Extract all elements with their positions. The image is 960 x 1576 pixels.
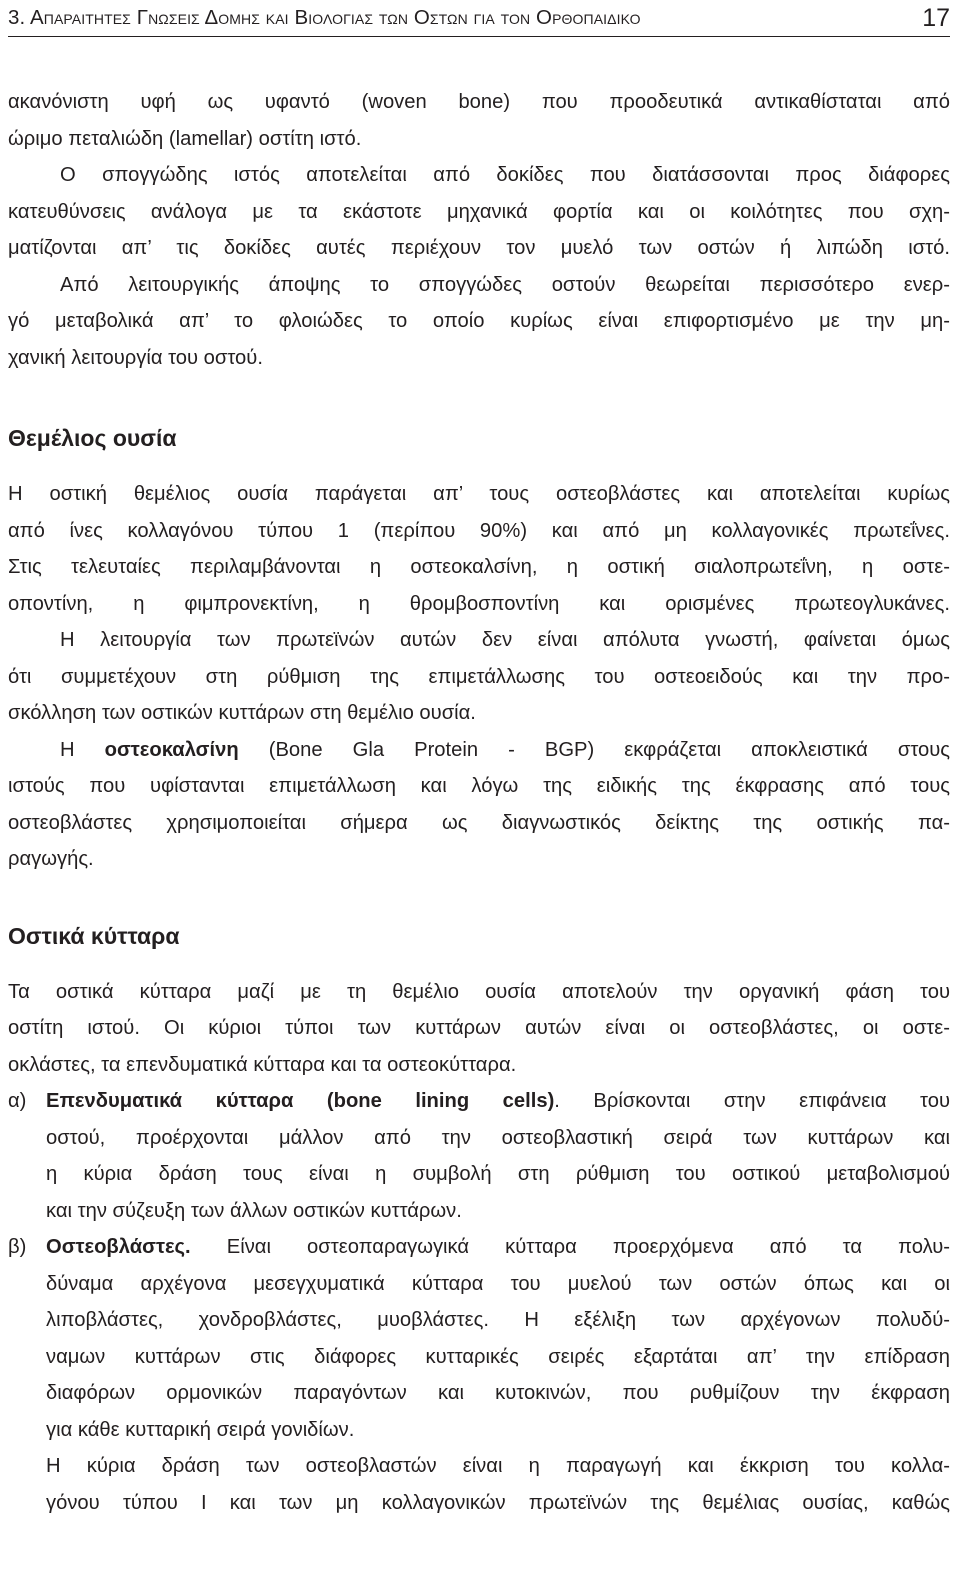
section-heading: Οστικά κύτταρα: [8, 922, 180, 949]
text-line: σκόλληση των οστικών κυττάρων στη θεμέλιο ουσία.: [8, 702, 476, 724]
text-line: για κάθε κυτταρική σειρά γονιδίων.: [46, 1418, 355, 1441]
bold-term: Επενδυματικά κύτταρα (bone lining cells): [46, 1090, 555, 1112]
text-line: οστού, προέρχονται μάλλον από την οστεοβλαστική σειρά των κυττάρων και: [46, 1126, 950, 1149]
text-line: κατευθύνσεις ανάλογα με τα εκάστοτε μηχανικά φορτία και οι κοιλότητες που σχη-: [8, 200, 950, 223]
text-line: λιποβλάστες, χονδροβλάστες, μυοβλάστες. Η εξέλιξη των αρχέγονων πολυδύ-: [46, 1309, 950, 1331]
text-line: οποντίνη, η φιμπρονεκτίνη, η θρομβοσποντίνη και ορισμένες πρωτεογλυκάνες.: [8, 592, 950, 615]
text-span: [46, 1083, 950, 1120]
text-line: από ίνες κολλαγόνου τύπου 1 (περίπου 90%) και από μη κολλαγονικές πρωτεΐνες.: [8, 519, 950, 542]
text-line: Από λειτουργικής άποψης το σπογγώδες οστούν θεωρείται περισσότερο ενερ-: [60, 273, 950, 296]
text-line: [8, 732, 950, 769]
text-line: οκλάστες, τα επενδυματικά κύτταρα και τα οστεοκύτταρα.: [8, 1053, 517, 1076]
list-item: [8, 1083, 950, 1120]
text-line: γόνου τύπου I και των μη κολλαγονικών πρωτεϊνών της θεμέλιας ουσίας, καθώς: [46, 1491, 950, 1514]
text-line: Ο σπογγώδης ιστός αποτελείται από δοκίδες που διατάσσονται προς διάφορες: [60, 164, 950, 186]
text-line: ματίζονται απ’ τις δοκίδες αυτές περιέχουν τον μυελό των οστών ή λιπώδη ιστό.: [8, 237, 950, 259]
text-span: . Βρίσκονται στην επιφάνεια του: [554, 1090, 950, 1112]
page-body: [8, 84, 950, 1521]
text-span: (Bone Gla Protein - BGP) εκφράζεται αποκλειστικά στους: [238, 738, 951, 761]
running-header: [8, 0, 950, 37]
text-line: ακανόνιστη υφή ως υφαντό (woven bone) που προοδευτικά αντικαθίσταται από: [8, 91, 950, 113]
text-line: δύναμα αρχέγονα μεσεγχυματικά κύτταρα του μυελού των οστών όπως και οι: [46, 1272, 950, 1295]
text-line: οστεοβλάστες χρησιμοποιείται σήμερα ως διαγνωστικός δείκτης της οστικής πα-: [8, 811, 950, 834]
text-span: [46, 1229, 950, 1266]
text-line: γό μεταβολικά απ’ το φλοιώδες το οποίο κυρίως είναι επιφορτισμένο με την μη-: [8, 310, 950, 332]
text-line: ότι συμμετέχουν στη ρύθμιση της επιμετάλλωσης του οστεοειδούς και την προ-: [8, 665, 950, 688]
text-line: ώριμο πεταλιώδη (lamellar) οστίτη ιστό.: [8, 127, 362, 150]
text-line: ιστούς που υφίστανται επιμετάλλωση και λόγω της ειδικής της έκφρασης από τους: [8, 775, 950, 797]
page-number: 17: [922, 3, 950, 32]
chapter-title: 3. Απαραιτητες Γνωσεις Δομης και Βιολογιας των Οστων για τον Ορθοπαιδικο: [8, 6, 641, 29]
text-span: Η: [60, 738, 105, 761]
text-line: ραγωγής.: [8, 848, 94, 870]
text-line: Στις τελευταίες περιλαμβάνονται η οστεοκαλσίνη, η οστική σιαλοπρωτεΐνη, η οστε-: [8, 556, 950, 578]
list-marker: α): [8, 1090, 27, 1112]
text-line: Η κύρια δράση των οστεοβλαστών είναι η παραγωγή και έκκριση του κολλα-: [46, 1455, 950, 1477]
list-item: [8, 1229, 950, 1266]
text-line: Η οστική θεμέλιος ουσία παράγεται απ’ τους οστεοβλάστες και αποτελείται κυρίως: [8, 483, 950, 505]
bold-term: οστεοκαλσίνη: [104, 738, 239, 761]
text-span: Είναι οστεοπαραγωγικά κύτταρα προερχόμενα από τα πολυ-: [190, 1236, 950, 1258]
section-heading: Θεμέλιος ουσία: [8, 425, 177, 451]
text-line: ναμων κυττάρων στις διάφορες κυτταρικές σειρές εξαρτάται απ’ την επίδραση: [46, 1345, 950, 1368]
text-line: Τα οστικά κύτταρα μαζί με τη θεμέλιο ουσία αποτελούν την οργανική φάση του: [8, 980, 950, 1003]
text-line: Η λειτουργία των πρωτεϊνών αυτών δεν είναι απόλυτα γνωστή, φαίνεται όμως: [60, 629, 950, 651]
text-line: διαφόρων ορμονικών παραγόντων και κυτοκινών, που ρυθμίζουν την έκφραση: [46, 1382, 950, 1404]
text-line: χανική λειτουργία του οστού.: [8, 346, 263, 369]
text-line: η κύρια δράση τους είναι η συμβολή στη ρύθμιση του οστικού μεταβολισμού: [46, 1163, 950, 1185]
text-line: και την σύζευξη των άλλων οστικών κυττάρων.: [46, 1199, 462, 1222]
list-marker: β): [8, 1236, 27, 1258]
text-line: οστίτη ιστού. Οι κύριοι τύποι των κυττάρων αυτών είναι οι οστεοβλάστες, οι οστε-: [8, 1017, 950, 1039]
bold-term: Οστεοβλάστες.: [46, 1236, 191, 1258]
